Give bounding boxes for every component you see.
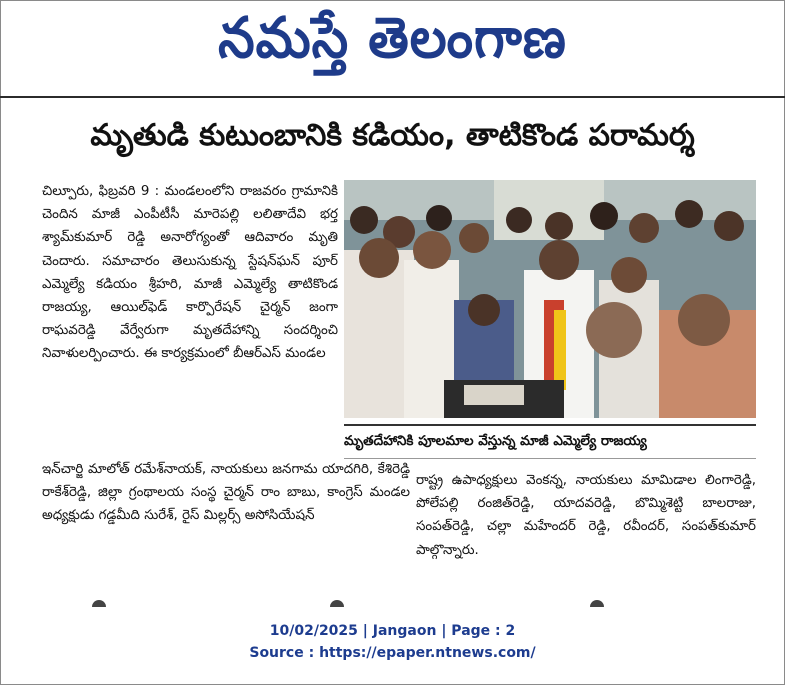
- footer-edition-info: 10/02/2025 | Jangaon | Page : 2: [269, 623, 516, 639]
- article-body-left-top: చిల్పూరు, ఫిబ్రవరి 9 : మండలంలోని రాజవరం గ్రామానికి చెందిన మాజీ ఎంపీటీసీ మారెపల్లి లలితాదేవి భర్త శ్యామ్‌కుమార్ రెడ్డి అనారోగ్యంతో ఆదివారం మృతి చెందారు. సమాచారం తెలుసుకున్న స్టేషన్‌ఘన్ పూర్ ఎమ్మెల్యే కడియం శ్రీహరి, మాజీ ఎమ్మెల్యే తాటికొండ రాజయ్య, ఆయిల్‌ఫెడ్ కార్పొరేషన్ చైర్మన్ జంగా రాఘవరెడ్డి వేర్వేరుగా మృతదేహాన్ని సందర్శించి నివాళులర్పించారు. ఈ కార్యక్రమంలో బీఆర్‌ఎస్ మండల: [42, 184, 338, 362]
- article-photo: [344, 180, 756, 418]
- page-edge-mark: [92, 600, 106, 607]
- photo-caption: మృతదేహానికి పూలమాల వేస్తున్న మాజీ ఎమ్మెల్యే రాజయ్య: [344, 424, 756, 459]
- page-edge-mark: [590, 600, 604, 607]
- photo-illustration: [344, 180, 756, 418]
- article-body-left-bottom: ఇన్‌చార్జి మాలోత్ రమేశ్‌నాయక్, నాయకులు జనగామ యాదగిరి, కేశిరెడ్డి రాకేశ్‌రెడ్డి, జిల్లా గ్రంథాలయ సంస్థ చైర్మన్ రాం బాబు, కాంగ్రెస్ మండల అధ్యక్షుడు గడ్డమీది సురేశ్, రైస్ మిల్లర్స్ అసోసియేషన్: [42, 462, 410, 524]
- footer-source-link[interactable]: Source : https://epaper.ntnews.com/: [249, 645, 536, 661]
- masthead-logo: నమస్తే తెలంగాణ: [218, 5, 567, 71]
- page-footer: [0, 620, 785, 664]
- page-edge-mark: [330, 600, 344, 607]
- article-headline: మృతుడి కుటుంబానికి కడియం, తాటికొండ పరామర్శ: [90, 118, 695, 153]
- masthead-divider: [0, 96, 785, 98]
- article-body-right-bottom: రాష్ట్ర ఉపాధ్యక్షులు వెంకన్న, నాయకులు మామిడాల లింగారెడ్డి, పోలేపల్లి రంజిత్‌రెడ్డి, యాదవరెడ్డి, బొమ్మిశెట్టి బాలరాజు, సంపత్‌రెడ్డి, చల్లా మహేందర్ రెడ్డి, రవీందర్, సంపత్‌కుమార్ పాల్గొన్నారు.: [416, 473, 756, 558]
- masthead: [0, 4, 785, 86]
